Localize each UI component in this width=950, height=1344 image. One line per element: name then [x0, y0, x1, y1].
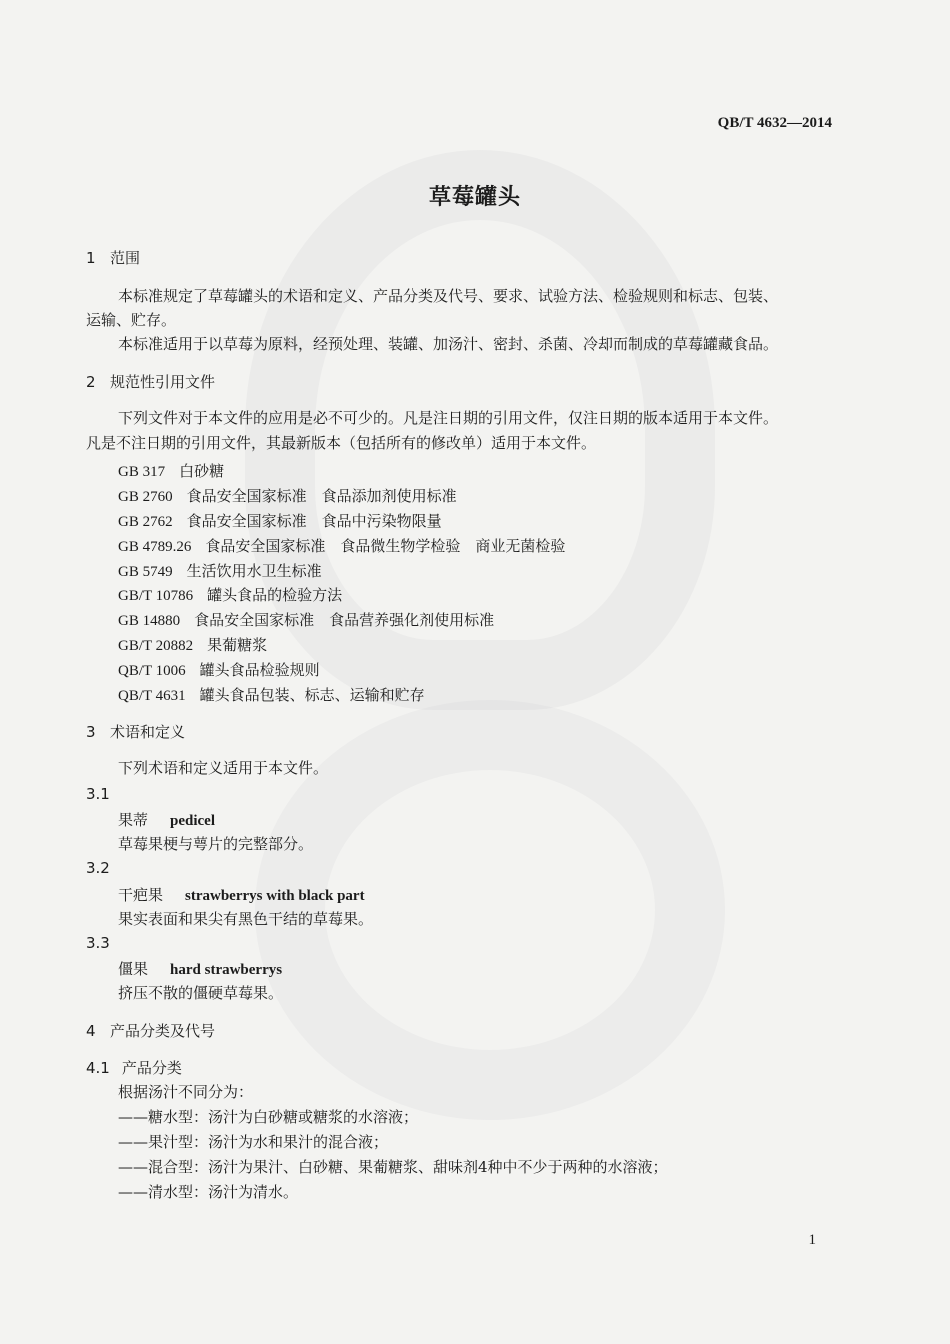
term-number: 3.3: [86, 934, 110, 952]
page-number: 1: [808, 1232, 816, 1248]
subsection-heading-4-1: 4.1 产品分类: [86, 1059, 182, 1077]
term-number: 3.2: [86, 859, 110, 877]
term-definition: 果实表面和果尖有黑色干结的草莓果。: [118, 910, 374, 928]
reference-item: GB 317 白砂糖: [118, 462, 225, 480]
reference-item: GB 2760 食品安全国家标准 食品添加剂使用标准: [118, 487, 457, 505]
reference-item: QB/T 4631 罐头食品包装、标志、运输和贮存: [118, 686, 425, 704]
document-title: 草莓罐头: [428, 185, 521, 210]
paragraph: 本标准适用于以草莓为原料，经预处理、装罐、加汤汁、密封、杀菌、冷却而制成的草莓罐藏食品。: [118, 335, 779, 353]
list-item: ——果汁型：汤汁为水和果汁的混合液；: [118, 1133, 389, 1151]
term-entry: 干疤果 strawberrys with black part: [118, 886, 365, 904]
section-heading-1: 1 范围: [86, 249, 141, 267]
section-heading-4: 4 产品分类及代号: [86, 1022, 216, 1040]
term-definition: 挤压不散的僵硬草莓果。: [118, 984, 284, 1002]
paragraph: 凡是不注日期的引用文件，其最新版本（包括所有的修改单）适用于本文件。: [86, 434, 597, 452]
paragraph: 下列文件对于本文件的应用是必不可少的。凡是注日期的引用文件，仅注日期的版本适用于本文件。: [118, 409, 779, 427]
reference-item: GB 2762 食品安全国家标准 食品中污染物限量: [118, 512, 442, 530]
list-item: ——糖水型：汤汁为白砂糖或糖浆的水溶液；: [118, 1108, 419, 1126]
paragraph: 本标准规定了草莓罐头的术语和定义、产品分类及代号、要求、试验方法、检验规则和标志、包装、: [118, 287, 779, 305]
paragraph: 根据汤汁不同分为：: [118, 1083, 254, 1101]
reference-item: QB/T 1006 罐头食品检验规则: [118, 661, 320, 679]
section-heading-3: 3 术语和定义: [86, 723, 186, 741]
term-entry: 僵果 hard strawberrys: [118, 960, 283, 978]
list-item: ——清水型：汤汁为清水。: [118, 1183, 299, 1201]
term-number: 3.1: [86, 785, 110, 803]
section-heading-2: 2 规范性引用文件: [86, 373, 216, 391]
reference-item: GB 5749 生活饮用水卫生标准: [118, 562, 322, 580]
term-definition: 草莓果梗与萼片的完整部分。: [118, 835, 314, 853]
paragraph: 下列术语和定义适用于本文件。: [118, 759, 329, 777]
reference-item: GB/T 20882 果葡糖浆: [118, 636, 268, 654]
reference-item: GB 14880 食品安全国家标准 食品营养强化剂使用标准: [118, 611, 495, 629]
term-entry: 果蒂 pedicel: [118, 811, 216, 829]
list-item: ——混合型：汤汁为果汁、白砂糖、果葡糖浆、甜味剂4种中不少于两种的水溶液；: [118, 1158, 668, 1176]
reference-item: GB/T 10786 罐头食品的检验方法: [118, 586, 343, 604]
paragraph: 运输、贮存。: [86, 311, 177, 329]
reference-item: GB 4789.26 食品安全国家标准 食品微生物学检验 商业无菌检验: [118, 537, 566, 555]
document-number: QB/T 4632—2014: [717, 115, 832, 131]
